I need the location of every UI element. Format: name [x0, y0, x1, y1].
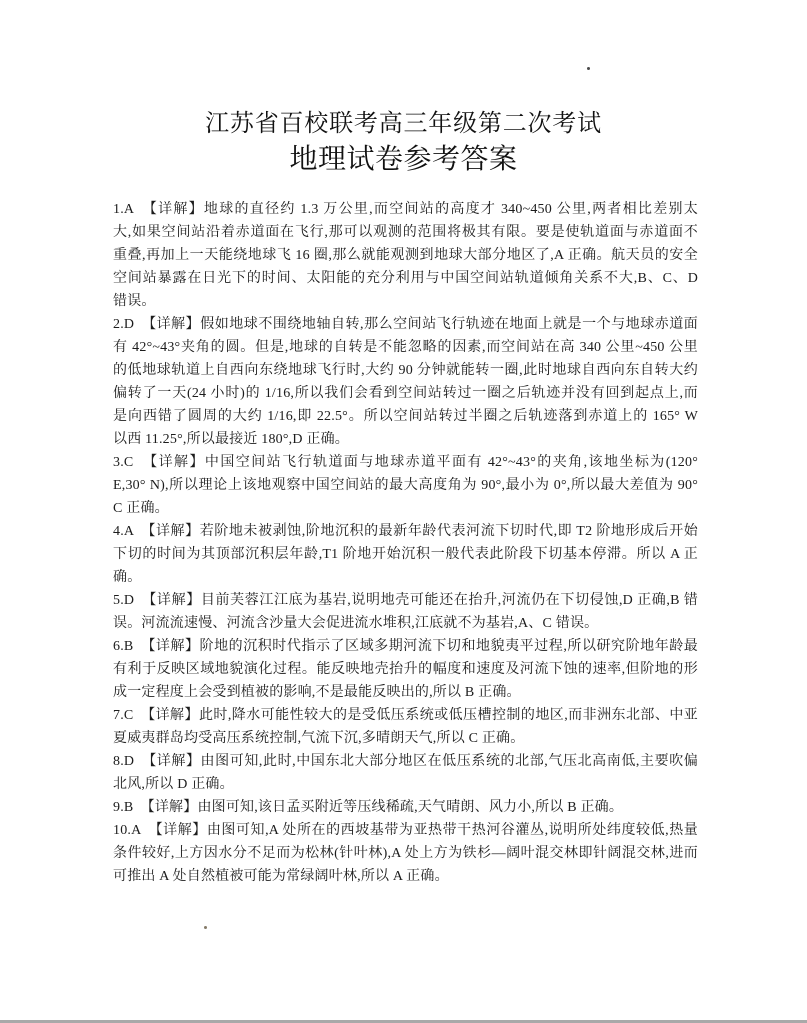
answer-line: 夏威夷群岛均受高压系统控制,气流下沉,多晴朗天气,所以 C 正确。 [113, 731, 525, 746]
answer-line: 6.B 【详解】阶地的沉积时代指示了区域多期河流下切和地貌夷平过程,所以研究阶地年龄最 [113, 639, 698, 654]
answer-line: 4.A 【详解】若阶地未被剥蚀,阶地沉积的最新年龄代表河流下切时代,即 T2 阶地形成后开始 [113, 524, 698, 539]
stray-mark-bottom [204, 926, 207, 929]
answer-line: 误。河流流速慢、河流含沙量大会促进流水堆积,江底就不为基岩,A、C 错误。 [113, 616, 599, 631]
answer-key-title: 地理试卷参考答案 [289, 144, 518, 175]
answer-line: 2.D 【详解】假如地球不围绕地轴自转,那么空间站飞行轨迹在地面上就是一个与地球赤道面 [113, 317, 698, 332]
answers-list [113, 198, 698, 888]
answer-line: 以西 11.25°,所以最接近 180°,D 正确。 [113, 432, 349, 447]
answer-line: 条件较好,上方因水分不足而为松林(针叶林),A 处上方为铁杉—阔叶混交林即针阔混交林,进而 [113, 846, 698, 861]
answer-item [113, 198, 698, 313]
answer-line: E,30° N),所以理论上该地观察中国空间站的最大高度角为 90°,最小为 0°,所以最大差值为 90° [113, 478, 698, 493]
stray-mark-top [587, 67, 590, 70]
answer-item [113, 750, 698, 796]
answer-item [113, 796, 698, 819]
answer-line: 错误。 [113, 294, 156, 309]
answer-item [113, 704, 698, 750]
answer-line: 3.C 【详解】中国空间站飞行轨道面与地球赤道平面有 42°~43°的夹角,该地坐标为(120° [113, 455, 698, 470]
answer-line: 确。 [113, 570, 142, 585]
answer-line: 是向西错了圆周的大约 1/16,即 22.5°。所以空间站转过半圈之后轨迹落到赤道上的 165° W [113, 409, 698, 424]
answer-line: 空间站暴露在日光下的时间、太阳能的充分利用与中国空间站轨道倾角关系不大,B、C、D [113, 271, 698, 286]
answer-line: 有利于反映区域地貌演化过程。能反映地壳抬升的幅度和速度及河流下蚀的速率,但阶地的形 [113, 662, 698, 677]
answer-line: 偏转了一天(24 小时)的 1/16,所以我们会看到空间站转过一圈之后轨迹并没有回到起点上,而 [113, 386, 698, 401]
answer-line: 10.A 【详解】由图可知,A 处所在的西坡基带为亚热带干热河谷灌丛,说明所处纬度较低,热量 [113, 823, 698, 838]
answer-line: 大,如果空间站沿着赤道面在飞行,那可以观测的范围将极其有限。要是使轨道面与赤道面不 [113, 225, 698, 240]
answer-line: 下切的时间为其顶部沉积层年龄,T1 阶地开始沉积一般代表此阶段下切基本停滞。所以 A 正 [113, 547, 698, 562]
answer-line: 5.D 【详解】目前芙蓉江江底为基岩,说明地壳可能还在抬升,河流仍在下切侵蚀,D 正确,B 错 [113, 593, 698, 608]
answer-line: 北风,所以 D 正确。 [113, 777, 234, 792]
answer-line: 7.C 【详解】此时,降水可能性较大的是受低压系统或低压槽控制的地区,而非洲东北部、中亚 [113, 708, 698, 723]
answer-line: 8.D 【详解】由图可知,此时,中国东北大部分地区在低压系统的北部,气压北高南低,主要吹偏 [113, 754, 698, 769]
answer-line: 重叠,再加上一天能绕地球飞 16 圈,那么就能观测到地球大部分地区了,A 正确。航天员的安全 [113, 248, 698, 263]
answer-line: C 正确。 [113, 501, 169, 516]
answer-line: 成一定程度上会受到植被的影响,不是最能反映出的,所以 B 正确。 [113, 685, 521, 700]
answer-line: 的低地球轨道上自西向东绕地球飞行时,大约 90 分钟就能转一圈,此时地球自西向东自转大约 [113, 363, 698, 378]
answer-line: 可推出 A 处自然植被可能为常绿阔叶林,所以 A 正确。 [113, 869, 449, 884]
exam-title: 江苏省百校联考高三年级第二次考试 [205, 111, 602, 137]
answer-item [113, 520, 698, 589]
answer-line: 有 42°~43°夹角的圆。但是,地球的自转是不能忽略的因素,而空间站在高 340 公里~450 公里 [113, 340, 698, 355]
answer-item [113, 451, 698, 520]
answer-item [113, 313, 698, 451]
answer-line: 9.B 【详解】由图可知,该日孟买附近等压线稀疏,天气晴朗、风力小,所以 B 正确。 [113, 800, 624, 815]
answer-item [113, 589, 698, 635]
answer-item [113, 819, 698, 888]
answer-line: 1.A 【详解】地球的直径约 1.3 万公里,而空间站的高度才 340~450 公里,两者相比差别太 [113, 202, 698, 217]
answer-item [113, 635, 698, 704]
